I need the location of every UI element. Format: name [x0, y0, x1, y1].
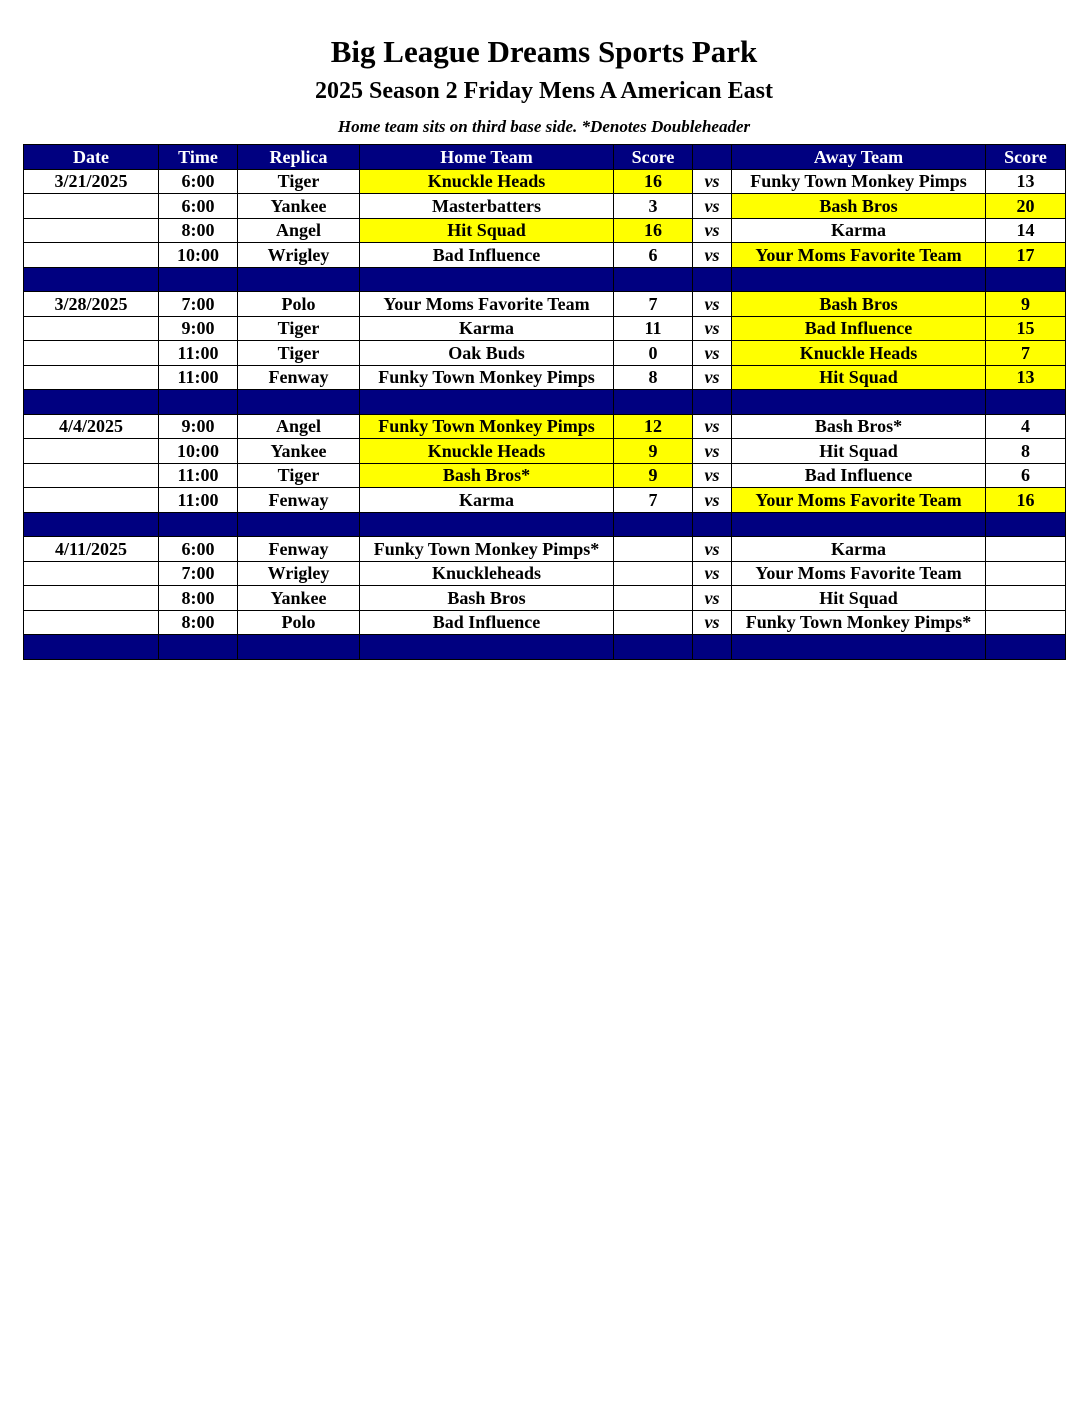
home-team: Bash Bros*: [360, 463, 614, 488]
home-score: [614, 610, 693, 635]
game-date: [24, 586, 159, 611]
game-replica: Yankee: [238, 194, 360, 219]
game-date: [24, 218, 159, 243]
schedule-note: Home team sits on third base side. *Denotes Doubleheader: [337, 117, 751, 136]
separator-cell: [360, 635, 614, 660]
separator-cell: [159, 635, 238, 660]
separator-cell: [614, 635, 693, 660]
away-team: Bash Bros: [732, 292, 986, 317]
week-separator-row: [24, 512, 1066, 537]
home-team: Funky Town Monkey Pimps: [360, 414, 614, 439]
game-time: 9:00: [159, 316, 238, 341]
vs-label: vs: [693, 292, 732, 317]
away-score: 7: [986, 341, 1066, 366]
schedule-table: [23, 144, 1066, 660]
vs-label: vs: [693, 194, 732, 219]
page-title: Big League Dreams Sports Park: [330, 34, 758, 69]
col-header-home-team: Home Team: [360, 145, 614, 170]
separator-cell: [159, 390, 238, 415]
away-score: 16: [986, 488, 1066, 513]
separator-cell: [986, 635, 1066, 660]
home-team: Bash Bros: [360, 586, 614, 611]
game-row: [24, 365, 1066, 390]
game-time: 10:00: [159, 439, 238, 464]
separator-cell: [986, 390, 1066, 415]
separator-cell: [238, 512, 360, 537]
separator-cell: [360, 267, 614, 292]
game-date: [24, 610, 159, 635]
home-team: Karma: [360, 316, 614, 341]
separator-cell: [159, 267, 238, 292]
game-time: 7:00: [159, 292, 238, 317]
vs-label: vs: [693, 463, 732, 488]
home-score: 3: [614, 194, 693, 219]
game-row: [24, 537, 1066, 562]
game-replica: Fenway: [238, 537, 360, 562]
away-team: Hit Squad: [732, 439, 986, 464]
vs-label: vs: [693, 169, 732, 194]
away-team: Funky Town Monkey Pimps: [732, 169, 986, 194]
separator-cell: [614, 390, 693, 415]
week-separator-row: [24, 267, 1066, 292]
separator-cell: [693, 267, 732, 292]
game-row: [24, 194, 1066, 219]
game-date: [24, 243, 159, 268]
away-score: 13: [986, 169, 1066, 194]
game-date: [24, 194, 159, 219]
vs-label: vs: [693, 488, 732, 513]
game-time: 11:00: [159, 463, 238, 488]
page-subtitle: 2025 Season 2 Friday Mens A American East: [314, 78, 773, 104]
separator-cell: [693, 390, 732, 415]
game-replica: Tiger: [238, 169, 360, 194]
separator-cell: [986, 267, 1066, 292]
col-header-away-team: Away Team: [732, 145, 986, 170]
col-header-time: Time: [159, 145, 238, 170]
home-team: Oak Buds: [360, 341, 614, 366]
home-team: Bad Influence: [360, 610, 614, 635]
separator-cell: [24, 512, 159, 537]
home-score: 9: [614, 439, 693, 464]
home-score: 16: [614, 169, 693, 194]
home-score: 11: [614, 316, 693, 341]
away-team: Your Moms Favorite Team: [732, 488, 986, 513]
separator-cell: [360, 390, 614, 415]
separator-cell: [238, 390, 360, 415]
home-score: 16: [614, 218, 693, 243]
home-team: Knuckle Heads: [360, 439, 614, 464]
game-time: 7:00: [159, 561, 238, 586]
away-score: [986, 537, 1066, 562]
away-score: [986, 586, 1066, 611]
away-team: Bash Bros*: [732, 414, 986, 439]
game-time: 8:00: [159, 218, 238, 243]
schedule-body: [24, 169, 1066, 659]
game-replica: Wrigley: [238, 561, 360, 586]
home-score: 9: [614, 463, 693, 488]
col-header-home-score: Score: [614, 145, 693, 170]
away-team: Karma: [732, 218, 986, 243]
separator-cell: [693, 512, 732, 537]
game-row: [24, 169, 1066, 194]
separator-cell: [24, 390, 159, 415]
game-replica: Angel: [238, 218, 360, 243]
away-score: 15: [986, 316, 1066, 341]
away-score: 20: [986, 194, 1066, 219]
vs-label: vs: [693, 586, 732, 611]
separator-cell: [732, 390, 986, 415]
vs-label: vs: [693, 341, 732, 366]
separator-cell: [614, 267, 693, 292]
separator-cell: [614, 512, 693, 537]
home-team: Hit Squad: [360, 218, 614, 243]
game-time: 6:00: [159, 169, 238, 194]
home-team: Funky Town Monkey Pimps: [360, 365, 614, 390]
separator-cell: [693, 635, 732, 660]
away-team: Bad Influence: [732, 463, 986, 488]
separator-cell: [732, 267, 986, 292]
game-row: [24, 463, 1066, 488]
game-time: 6:00: [159, 194, 238, 219]
game-date: [24, 365, 159, 390]
away-team: Your Moms Favorite Team: [732, 561, 986, 586]
away-team: Hit Squad: [732, 365, 986, 390]
game-replica: Tiger: [238, 316, 360, 341]
vs-label: vs: [693, 537, 732, 562]
game-date: 3/28/2025: [24, 292, 159, 317]
game-replica: Yankee: [238, 439, 360, 464]
col-header-date: Date: [24, 145, 159, 170]
home-score: 8: [614, 365, 693, 390]
game-date: [24, 488, 159, 513]
vs-label: vs: [693, 414, 732, 439]
away-score: 17: [986, 243, 1066, 268]
home-score: 7: [614, 488, 693, 513]
separator-cell: [24, 635, 159, 660]
game-time: 11:00: [159, 365, 238, 390]
away-team: Bad Influence: [732, 316, 986, 341]
home-score: 12: [614, 414, 693, 439]
game-time: 10:00: [159, 243, 238, 268]
separator-cell: [238, 635, 360, 660]
game-date: [24, 561, 159, 586]
away-score: 4: [986, 414, 1066, 439]
week-separator-row: [24, 390, 1066, 415]
home-score: 7: [614, 292, 693, 317]
home-score: [614, 537, 693, 562]
game-row: [24, 292, 1066, 317]
game-row: [24, 414, 1066, 439]
col-header-away-score: Score: [986, 145, 1066, 170]
vs-label: vs: [693, 365, 732, 390]
away-score: 9: [986, 292, 1066, 317]
game-replica: Polo: [238, 610, 360, 635]
game-row: [24, 243, 1066, 268]
game-date: [24, 341, 159, 366]
game-replica: Wrigley: [238, 243, 360, 268]
game-date: [24, 316, 159, 341]
game-time: 9:00: [159, 414, 238, 439]
separator-cell: [986, 512, 1066, 537]
game-replica: Polo: [238, 292, 360, 317]
game-row: [24, 488, 1066, 513]
away-score: 8: [986, 439, 1066, 464]
vs-label: vs: [693, 610, 732, 635]
home-score: 0: [614, 341, 693, 366]
game-row: [24, 316, 1066, 341]
col-header-vs: [693, 145, 732, 170]
game-row: [24, 439, 1066, 464]
away-team: Your Moms Favorite Team: [732, 243, 986, 268]
week-separator-row: [24, 635, 1066, 660]
vs-label: vs: [693, 439, 732, 464]
home-team: Karma: [360, 488, 614, 513]
game-row: [24, 341, 1066, 366]
game-replica: Fenway: [238, 488, 360, 513]
home-team: Funky Town Monkey Pimps*: [360, 537, 614, 562]
away-team: Bash Bros: [732, 194, 986, 219]
game-row: [24, 218, 1066, 243]
game-date: 4/4/2025: [24, 414, 159, 439]
game-replica: Angel: [238, 414, 360, 439]
game-date: [24, 439, 159, 464]
home-score: [614, 586, 693, 611]
away-score: 13: [986, 365, 1066, 390]
away-team: Knuckle Heads: [732, 341, 986, 366]
header-row: [24, 145, 1066, 170]
game-row: [24, 610, 1066, 635]
game-time: 6:00: [159, 537, 238, 562]
vs-label: vs: [693, 243, 732, 268]
home-team: Masterbatters: [360, 194, 614, 219]
separator-cell: [360, 512, 614, 537]
game-time: 11:00: [159, 488, 238, 513]
home-score: 6: [614, 243, 693, 268]
vs-label: vs: [693, 218, 732, 243]
away-team: Funky Town Monkey Pimps*: [732, 610, 986, 635]
away-team: Hit Squad: [732, 586, 986, 611]
away-score: [986, 561, 1066, 586]
game-time: 8:00: [159, 586, 238, 611]
separator-cell: [24, 267, 159, 292]
away-score: 14: [986, 218, 1066, 243]
game-date: 4/11/2025: [24, 537, 159, 562]
home-team: Bad Influence: [360, 243, 614, 268]
away-score: [986, 610, 1066, 635]
col-header-replica: Replica: [238, 145, 360, 170]
separator-cell: [732, 512, 986, 537]
home-score: [614, 561, 693, 586]
home-team: Your Moms Favorite Team: [360, 292, 614, 317]
game-time: 8:00: [159, 610, 238, 635]
away-score: 6: [986, 463, 1066, 488]
separator-cell: [159, 512, 238, 537]
game-row: [24, 561, 1066, 586]
game-replica: Tiger: [238, 341, 360, 366]
separator-cell: [238, 267, 360, 292]
separator-cell: [732, 635, 986, 660]
home-team: Knuckleheads: [360, 561, 614, 586]
game-time: 11:00: [159, 341, 238, 366]
game-replica: Yankee: [238, 586, 360, 611]
game-date: [24, 463, 159, 488]
game-replica: Fenway: [238, 365, 360, 390]
home-team: Knuckle Heads: [360, 169, 614, 194]
vs-label: vs: [693, 561, 732, 586]
away-team: Karma: [732, 537, 986, 562]
game-replica: Tiger: [238, 463, 360, 488]
game-row: [24, 586, 1066, 611]
vs-label: vs: [693, 316, 732, 341]
game-date: 3/21/2025: [24, 169, 159, 194]
